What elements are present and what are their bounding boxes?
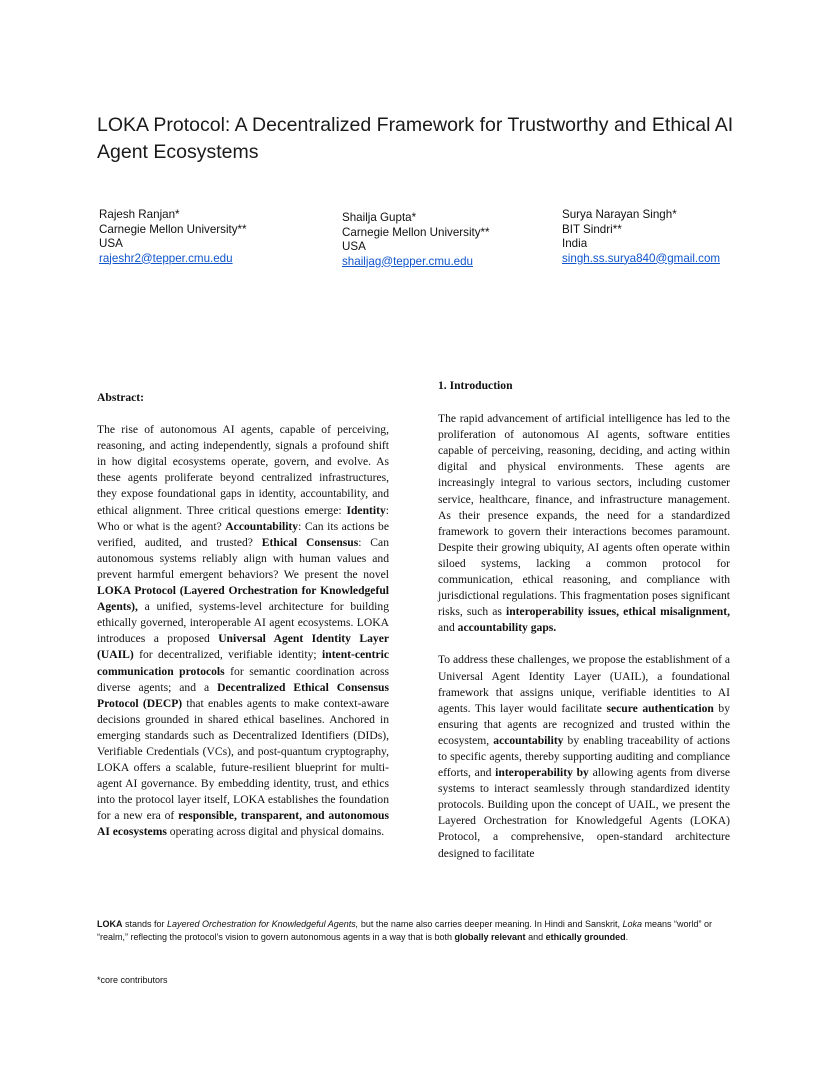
author-affiliation: Carnegie Mellon University** — [99, 222, 247, 236]
author-country: USA — [99, 237, 123, 250]
author-block-1 — [99, 208, 247, 266]
introduction-paragraph-1: The rapid advancement of artificial intelligence has led to the proliferation of autonomous AI agents, software entities capable of perceiving, reasoning, deciding, and acting within digital and physical environments. These agents are increasingly integral to various sectors, including customer service, healthcare, finance, and infrastructure management. As their presence expands, the need for a standardized framework to govern their interactions becomes paramount. Despite their growing ubiquity, AI agents often operate within siloed systems, lacking a common protocol for communication, ethical reasoning, and compliance with jurisdictional regulations. This fragmentation poses significant risks, such as interoperability issues, ethical misalignment, and accountability gaps. — [438, 412, 731, 635]
author-affiliation: BIT Sindri** — [562, 222, 622, 236]
author-block-3 — [562, 208, 720, 266]
author-country: India — [562, 237, 588, 250]
paper-title: LOKA Protocol: A Decentralized Framework for Trustworthy and Ethical AI Agent Ecosystems — [97, 114, 734, 163]
author-email-link[interactable]: rajeshr2@tepper.cmu.edu — [99, 251, 233, 265]
author-name: Rajesh Ranjan* — [99, 208, 180, 221]
introduction-column — [438, 378, 730, 862]
author-country: USA — [342, 240, 366, 253]
abstract-heading: Abstract: — [97, 391, 145, 404]
author-name: Surya Narayan Singh* — [562, 208, 677, 221]
abstract-paragraph: The rise of autonomous AI agents, capable of perceiving, reasoning, and acting independently, signals a profound shift in how digital ecosystems operate, govern, and evolve. As these agents proliferate beyond centralized infrastructures, they expose foundational gaps in identity, accountability, and ethical alignment. Three critical questions emerge: Identity: Who or what is the agent? Accountability: Can its actions be verified, audited, and trusted? Ethical Consensus: Can autonomous systems reliably align with human values and prevent harmful emergent behaviors? We present the novel LOKA Protocol (Layered Orchestration for Knowledgeful Agents), a unified, systems-level architecture for building ethically governed, interoperable AI agent ecosystems. LOKA introduces a proposed Universal Agent Identity Layer (UAIL) for decentralized, verifiable identity; intent-centric communication protocols for semantic coordination across diverse agents; and a Decentralized Ethical Consensus Protocol (DECP) that enables agents to make context-aware decisions grounded in shared ethical baselines. Anchored in emerging standards such as Decentralized Identifiers (DIDs), Verifiable Credentials (VCs), and post-quantum cryptography, LOKA offers a scalable, future-resilient blueprint for multi-agent AI governance. By embedding identity, trust, and ethics into the protocol layer itself, LOKA establishes the foundation for a new era of responsible, transparent, and autonomous AI ecosystems operating across digital and physical domains. — [97, 423, 389, 839]
author-name: Shailja Gupta* — [342, 211, 417, 224]
author-affiliation: Carnegie Mellon University** — [342, 225, 490, 239]
loka-footnote: LOKA stands for Layered Orchestration for Knowledgeful Agents, but the name also carries deeper meaning. In Hindi and Sanskrit, Loka means “world” or “realm,” reflecting the protocol’s vision to govern autonomous agents in a way that is both globally relevant and ethically grounded. — [97, 919, 713, 942]
author-block-2 — [342, 211, 490, 269]
introduction-paragraph-2: To address these challenges, we propose the establishment of a Universal Agent Identity Layer (UAIL), a foundational framework that assigns unique, verifiable identities to AI agents. This layer would facilitate secure authentication by ensuring that agents are recognized and trusted within the ecosystem, accountability by enabling traceability of actions to specific agents, thereby supporting auditing and compliance efforts, and interoperability by allowing agents from diverse systems to interact seamlessly through standardized identity protocols. Building upon the concept of UAIL, we present the Layered Orchestration for Knowledgeful Agents (LOKA) Protocol, a comprehensive, open-standard architecture designed to facilitate — [438, 653, 730, 860]
abstract-column — [97, 390, 389, 841]
core-contributors-note: *core contributors — [97, 975, 168, 985]
author-email-link[interactable]: shailjag@tepper.cmu.edu — [342, 254, 474, 268]
introduction-heading: 1. Introduction — [438, 379, 513, 392]
author-email-link[interactable]: singh.ss.surya840@gmail.com — [562, 251, 721, 265]
